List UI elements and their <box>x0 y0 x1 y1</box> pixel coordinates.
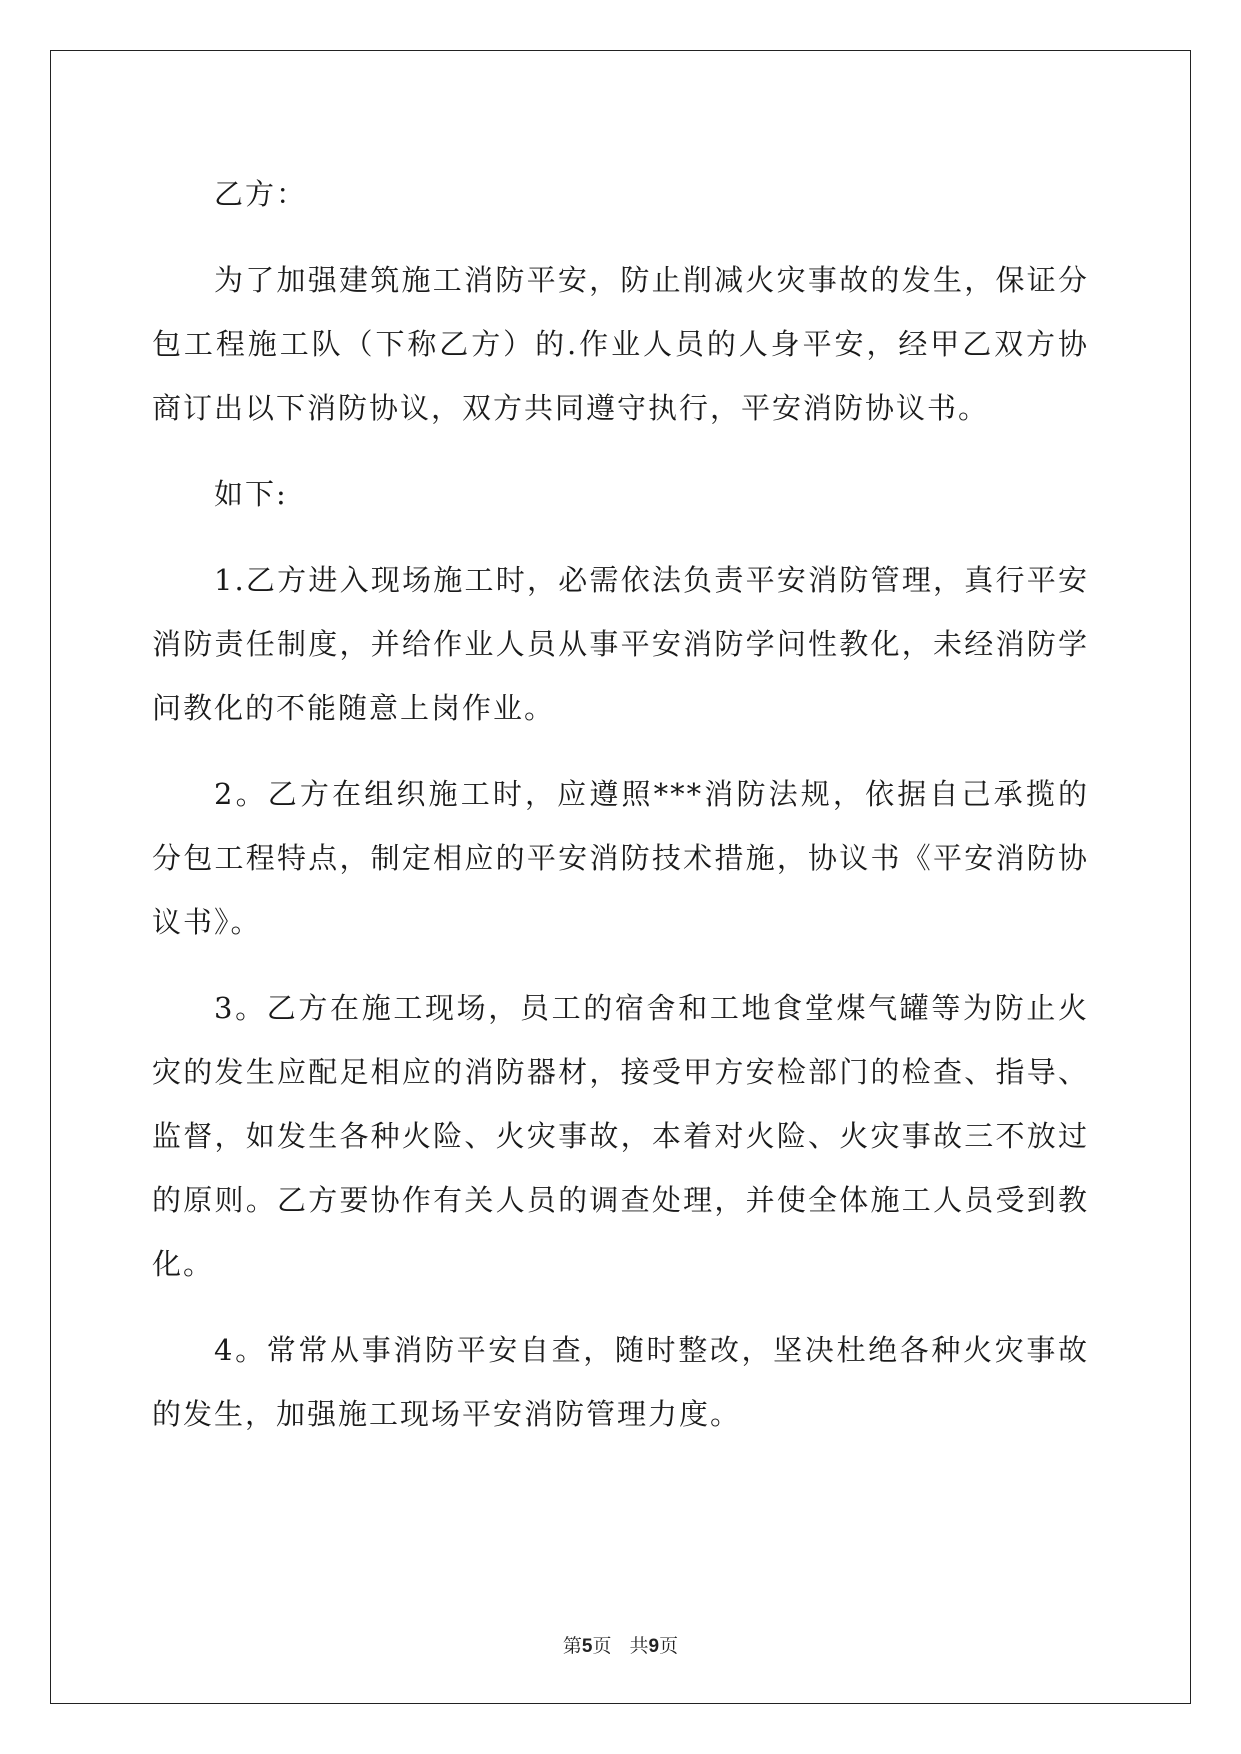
total-prefix: 共 <box>629 1635 649 1657</box>
paragraph-clause-1: 1.乙方进入现场施工时，必需依法负责平安消防管理，真行平安消防责任制度，并给作业人员从事平安消防学问性教化，未经消防学问教化的不能随意上岗作业。 <box>152 563 1089 725</box>
paragraph-as-follows: 如下: <box>214 477 288 511</box>
paragraph-party-b: 乙方： <box>214 177 308 211</box>
page-prefix: 第 <box>562 1635 582 1657</box>
paragraph-clause-2: 2。乙方在组织施工时，应遵照***消防法规，依据自己承揽的分包工程特点，制定相应的平安消防技术措施，协议书《平安消防协议书》。 <box>152 777 1089 939</box>
paragraph-clause-4: 4。常常从事消防平安自查，随时整改，坚决杜绝各种火灾事故的发生，加强施工现场平安消防管理力度。 <box>152 1333 1089 1431</box>
paragraph-preamble: 为了加强建筑施工消防平安，防止削减火灾事故的发生，保证分包工程施工队（下称乙方）的.作业人员的人身平安，经甲乙双方协商订出以下消防协议，双方共同遵守执行，平安消防协议书。 <box>152 263 1089 425</box>
document-body <box>152 162 1089 1468</box>
total-pages: 9 <box>648 1636 660 1657</box>
page-footer <box>0 1631 1241 1658</box>
total-suffix: 页 <box>659 1635 679 1657</box>
paragraph-clause-3: 3。乙方在施工现场，员工的宿舍和工地食堂煤气罐等为防止火灾的发生应配足相应的消防器材，接受甲方安检部门的检查、指导、监督，如发生各种火险、火灾事故，本着对火险、火灾事故三不放过的原则。乙方要协作有关人员的调查处理，并使全体施工人员受到教化。 <box>152 991 1089 1281</box>
page-number: 5 <box>581 1636 593 1657</box>
page-suffix: 页 <box>592 1635 612 1657</box>
